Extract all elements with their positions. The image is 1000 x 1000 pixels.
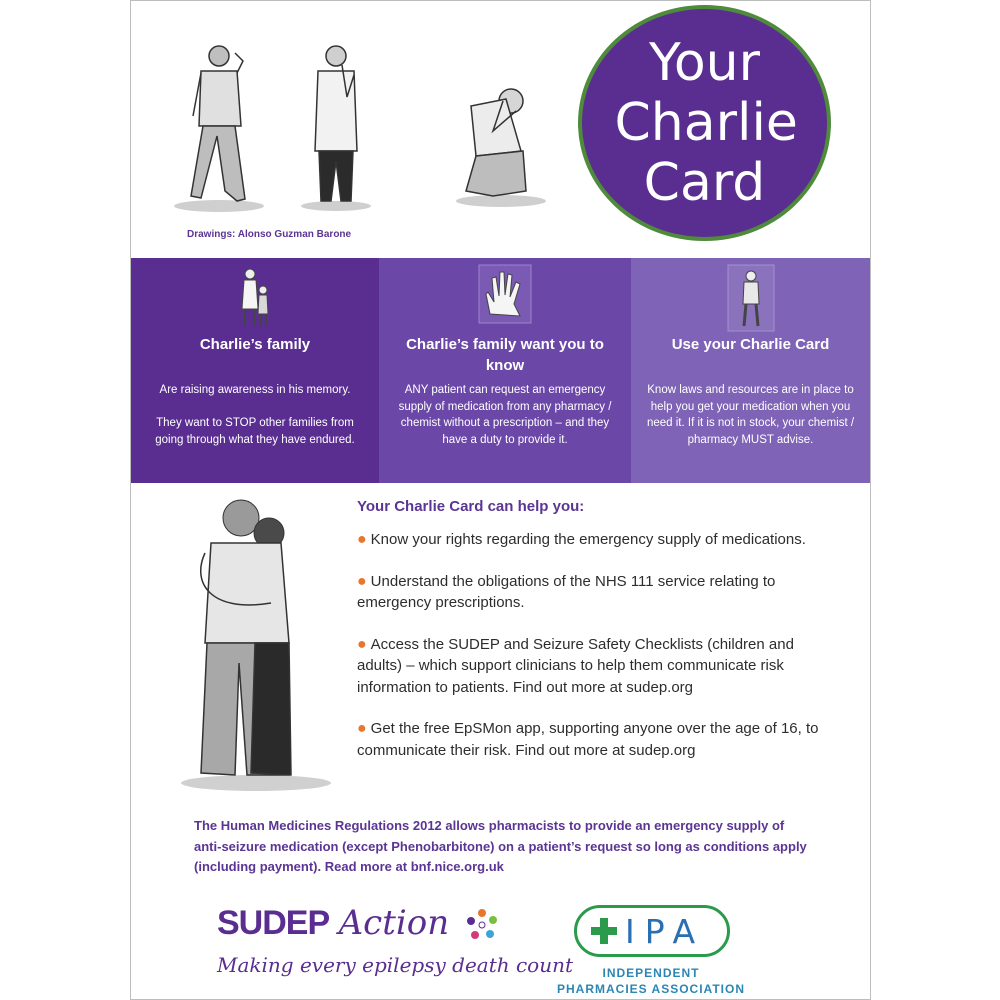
sudep-flower-icon xyxy=(464,907,500,943)
page-title: Your Charlie Card xyxy=(614,33,798,213)
man-walking-on-phone-icon xyxy=(174,46,264,212)
column-text: Know laws and resources are in place to help you get your medication when you need it. If it is not in stock, your chemist / pharmacy MUST advise. xyxy=(646,384,855,446)
sudep-action-logo: SUDEP Action xyxy=(217,903,450,943)
bullet-icon: ● xyxy=(357,531,367,548)
info-column-use xyxy=(631,258,870,483)
pharmacist-on-phone-icon xyxy=(301,46,371,211)
info-column-know xyxy=(379,258,631,483)
charlie-card-poster xyxy=(130,0,871,1000)
standing-man-icon xyxy=(727,264,775,332)
info-band xyxy=(131,258,870,483)
plus-cross-icon xyxy=(591,918,617,944)
info-column-family xyxy=(131,258,379,483)
header-illustrations xyxy=(131,1,581,251)
list-item: ● Get the free EpSMon app, supporting anyone over the age of 16, to communicate their risk. Find out more at sudep.org xyxy=(357,720,819,759)
man-crouching-distressed-icon xyxy=(456,89,546,207)
illustration-credit: Drawings: Alonso Guzman Barone xyxy=(187,229,352,240)
sudep-tagline: Making every epilepsy death count xyxy=(217,953,574,977)
column-title: Use your Charlie Card xyxy=(671,336,830,353)
embracing-couple-illustration xyxy=(171,493,341,793)
list-item: ● Understand the obligations of the NHS 111 service relating to emergency prescriptions. xyxy=(357,572,776,611)
family-icon xyxy=(230,264,280,330)
column-text: Are raising awareness in his memory. They want to STOP other families from going through what they have endured. xyxy=(155,384,355,446)
list-item: ● Access the SUDEP and Seizure Safety Checklists (children and adults) – which support clinicians to help them communicate risk information to patients. Find out more at sudep.org xyxy=(357,635,794,696)
bullet-icon: ● xyxy=(357,720,367,737)
help-heading: Your Charlie Card can help you: xyxy=(357,498,585,515)
hand-icon xyxy=(478,264,532,324)
list-item: ● Know your rights regarding the emergency supply of medications. xyxy=(357,531,806,548)
column-text: ANY patient can request an emergency supply of medication from any pharmacy / chemist without a prescription – and they have a duty to provide it. xyxy=(398,384,612,446)
column-title: Charlie’s family xyxy=(199,336,311,353)
ipa-name: INDEPENDENT PHARMACIES ASSOCIATION xyxy=(556,966,745,996)
ipa-logo xyxy=(574,905,730,957)
ipa-letters: IPA xyxy=(625,911,706,951)
title-circle xyxy=(578,5,831,241)
regulations-note: The Human Medicines Regulations 2012 allows pharmacists to provide an emergency supply of anti-seizure medication (except Phenobarbitone) on a patient’s request so long as conditions apply (including payment). Read more at bnf.nice.org.uk xyxy=(194,818,807,874)
column-title: Charlie’s family want you to know xyxy=(406,336,604,374)
bullet-icon: ● xyxy=(357,635,367,653)
help-list xyxy=(357,529,837,781)
bullet-icon: ● xyxy=(357,572,367,590)
